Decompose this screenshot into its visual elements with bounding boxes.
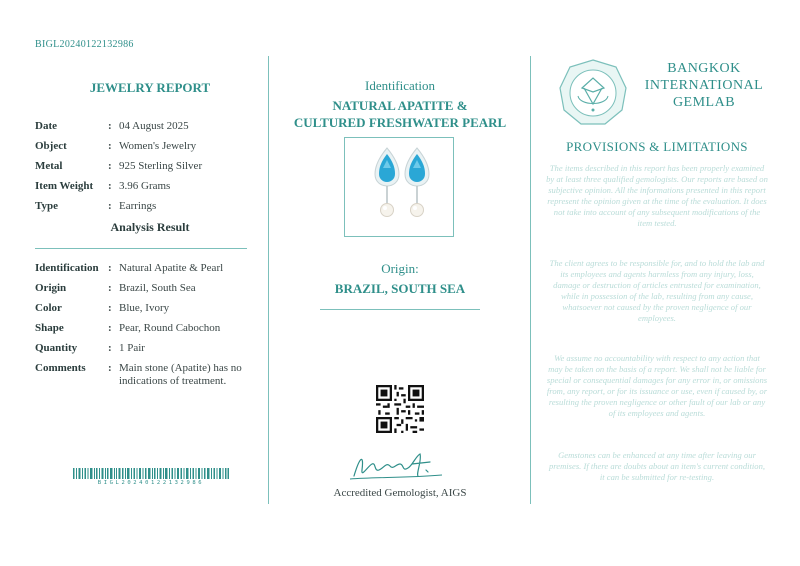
detail-value: 925 Sterling Silver bbox=[119, 160, 203, 172]
item-photo bbox=[344, 137, 454, 237]
colon: : bbox=[108, 282, 112, 294]
qr-code bbox=[376, 385, 424, 433]
barcode-text: BIGL20240122132986 bbox=[97, 480, 205, 486]
colon: : bbox=[108, 362, 112, 374]
identification-label: Identification bbox=[364, 78, 436, 93]
analysis-label: Shape bbox=[35, 322, 64, 334]
colon: : bbox=[108, 262, 112, 274]
analysis-value: Brazil, South Sea bbox=[119, 282, 196, 294]
earrings-photo-icon bbox=[345, 138, 453, 236]
analysis-value: Pear, Round Cabochon bbox=[119, 322, 221, 334]
analysis-value: 1 Pair bbox=[119, 342, 145, 354]
analysis-label: Identification bbox=[35, 262, 99, 274]
identification-line-2: CULTURED FRESHWATER PEARL bbox=[293, 115, 507, 130]
origin-value: BRAZIL, SOUTH SEA bbox=[334, 281, 466, 296]
analysis-title: Analysis Result bbox=[110, 220, 190, 234]
colon: : bbox=[108, 302, 112, 314]
lab-name-line-1: BANGKOK bbox=[667, 61, 741, 76]
report-title: JEWELRY REPORT bbox=[89, 80, 211, 95]
lab-name-line-2: INTERNATIONAL bbox=[644, 78, 764, 93]
detail-value: 04 August 2025 bbox=[119, 120, 189, 132]
detail-value: Women's Jewelry bbox=[119, 140, 197, 152]
analysis-value: Main stone (Apatite) has no indications of treatment. bbox=[119, 362, 242, 387]
detail-label: Metal bbox=[35, 160, 63, 172]
analysis-label: Color bbox=[35, 302, 62, 314]
provisions-paragraph: The items described in this report has been properly examined by at least three qualified gemologists. Our reports are based on subjective opinion. All the informations presented in this report represent the opinion given at the time of the evaluation. It does not take into account of any subsequent modifications of the item tested. bbox=[546, 163, 768, 228]
detail-label: Type bbox=[35, 200, 59, 212]
colon: : bbox=[108, 140, 112, 152]
lab-logo-icon bbox=[558, 58, 628, 128]
report-id: BIGL20240122132986 bbox=[35, 39, 134, 50]
analysis-divider bbox=[35, 248, 247, 249]
colon: : bbox=[108, 200, 112, 212]
colon: : bbox=[108, 342, 112, 354]
analysis-value: Blue, Ivory bbox=[119, 302, 170, 314]
origin-divider bbox=[320, 309, 480, 310]
colon: : bbox=[108, 322, 112, 334]
analysis-label: Comments bbox=[35, 362, 86, 374]
analysis-label: Quantity bbox=[35, 342, 78, 354]
origin-label: Origin: bbox=[381, 261, 419, 276]
detail-value: Earrings bbox=[119, 200, 157, 212]
signature bbox=[346, 448, 446, 484]
detail-label: Item Weight bbox=[35, 180, 94, 192]
lab-name-line-3: GEMLAB bbox=[672, 95, 736, 110]
gemologist-title: Accredited Gemologist, AIGS bbox=[333, 487, 467, 499]
detail-value: 3.96 Grams bbox=[119, 180, 171, 192]
detail-label: Date bbox=[35, 120, 57, 132]
detail-label: Object bbox=[35, 140, 67, 152]
colon: : bbox=[108, 160, 112, 172]
identification-line-1: NATURAL APATITE & bbox=[332, 98, 468, 113]
analysis-value: Natural Apatite & Pearl bbox=[119, 262, 224, 274]
provisions-paragraph: We assume no accountability with respect to any action that may be taken on the basis of a report. We shall not be liable for special or consequential damages for any error in, or omissions from, any report, or for its issuance or use, even if caused by, or resulting the proven negligence or other fault of our lab or any of its employees and agents. bbox=[546, 353, 768, 418]
provisions-paragraph: The client agrees to be responsible for, and to hold the lab and its employees and agents harmless from any injury, loss, damage or destruction of articles entrusted for examination, while in possession of the lab, resulting from any cause, whatsoever not caused by the proven negligence of our employees. bbox=[549, 258, 765, 323]
provisions-paragraph: Gemstones can be enhanced at any time after leaving our premises. If there are doubts about an item's current condition, it can be submitted for re-testing. bbox=[548, 450, 766, 482]
colon: : bbox=[108, 120, 112, 132]
divider-right bbox=[530, 56, 531, 504]
barcode bbox=[73, 468, 229, 479]
analysis-label: Origin bbox=[35, 282, 67, 294]
provisions-title: PROVISIONS & LIMITATIONS bbox=[566, 139, 748, 154]
colon: : bbox=[108, 180, 112, 192]
